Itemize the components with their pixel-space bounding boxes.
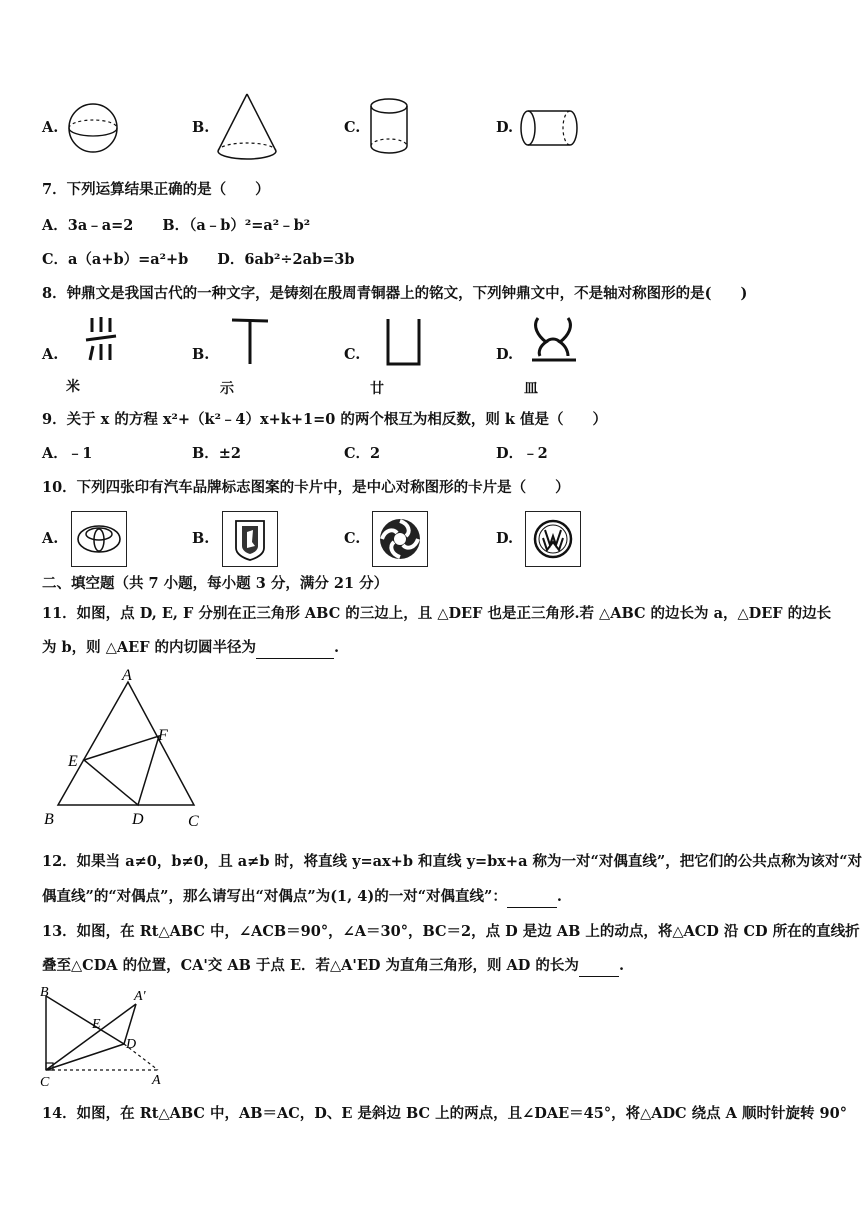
q13-label-d: D xyxy=(126,1037,137,1052)
q10-option-b-label: B. xyxy=(192,530,210,547)
q13-line2: 叠至△CDA 的位置，CA'交 AB 于点 E．若△A'ED 为直角三角形，则 AD 的长为 xyxy=(42,957,579,974)
q8-stem: 8．钟鼎文是我国古代的一种文字，是铸刻在殷周青铜器上的铭文，下列钟鼎文中，不是轴对称图形的是( ) xyxy=(42,285,748,302)
swirl-logo-icon xyxy=(373,512,427,566)
q12-tail: . xyxy=(556,888,562,905)
q9-option-d: D．﹣2 xyxy=(496,445,548,462)
q13-label-c: C xyxy=(40,1075,50,1090)
q11-answer-blank[interactable] xyxy=(256,638,334,659)
q13-tail: . xyxy=(618,957,624,974)
triangle-abc xyxy=(58,682,194,805)
q10-option-d-label: D. xyxy=(496,530,514,547)
q11-label-e: E xyxy=(68,753,78,770)
q13-label-e: E xyxy=(92,1017,101,1032)
q6-option-b-label: B. xyxy=(192,119,210,136)
q10-card-c xyxy=(372,511,428,567)
q11-label-b: B xyxy=(44,811,54,828)
q6-option-c-label: C. xyxy=(344,119,361,136)
bronze-script-d-icon xyxy=(528,314,580,368)
q9-stem: 9．关于 x 的方程 x²+（k²﹣4）x+k+1=0 的两个根互为相反数，则 k 值是（ ） xyxy=(42,411,608,428)
q13-label-a: A xyxy=(152,1073,161,1088)
section-2-heading: 二、填空题（共 7 小题，每小题 3 分，满分 21 分） xyxy=(42,575,389,592)
q13-label-b: B xyxy=(40,985,49,1000)
q13-fold-figure xyxy=(36,982,176,1090)
q12-line2: 偶直线”的“对偶点”，那么请写出“对偶点”为(1, 4)的一对“对偶直线”： xyxy=(42,888,507,905)
q7-options-line1: A．3a﹣a=2 B．（a﹣b）²=a²﹣b² xyxy=(42,217,311,234)
q14-line1: 14．如图，在 Rt△ABC 中，AB＝AC，D、E 是斜边 BC 上的两点，且∠DAE＝45°，将△ADC 绕点 A 顺时针旋转 90° xyxy=(42,1105,847,1122)
q11-label-d: D xyxy=(132,811,144,828)
triangle-def xyxy=(84,736,159,805)
q8-option-c-caption: 廿 xyxy=(370,381,384,397)
q10-card-d xyxy=(525,511,581,567)
q11-label-c: C xyxy=(188,813,199,830)
q9-option-a: A．﹣1 xyxy=(42,445,93,462)
q11-triangle-figure xyxy=(38,668,218,834)
q9-option-b: B．±2 xyxy=(192,445,241,462)
q10-option-a-label: A. xyxy=(42,530,59,547)
q8-option-a-label: A. xyxy=(42,346,59,363)
cylinder-icon xyxy=(368,96,412,158)
q11-label-a: A xyxy=(122,668,132,684)
q8-option-a-caption: 米 xyxy=(66,379,80,395)
bronze-script-a-icon xyxy=(82,314,122,364)
q11-line2-wrap xyxy=(42,638,339,659)
q11-tail: . xyxy=(334,639,340,656)
q8-option-c-label: C. xyxy=(344,346,361,363)
q8-option-b-label: B. xyxy=(192,346,210,363)
shield-logo-icon xyxy=(223,512,277,566)
q7-options-line2: C．a（a+b）=a²+b D．6ab²÷2ab=3b xyxy=(42,251,355,268)
bronze-script-c-icon xyxy=(384,316,424,370)
bronze-script-b-icon xyxy=(228,316,272,368)
q6-option-a-label: A. xyxy=(42,119,59,136)
q11-line2: 为 b，则 △AEF 的内切圆半径为 xyxy=(42,639,257,656)
q13-line1: 13．如图，在 Rt△ABC 中，∠ACB＝90°，∠A＝30°，BC＝2，点 D 是边 AB 上的动点，将△ACD 沿 CD 所在的直线折 xyxy=(42,923,860,940)
sphere-icon xyxy=(66,102,122,154)
horizontal-cylinder-icon xyxy=(518,108,582,150)
q10-option-c-label: C. xyxy=(344,530,361,547)
q12-line1: 12．如果当 a≠0，b≠0，且 a≠b 时，将直线 y=ax+b 和直线 y=bx+a 称为一对“对偶直线”，把它们的公共点称为该对“对 xyxy=(42,853,863,870)
q7-stem: 7．下列运算结果正确的是（ ） xyxy=(42,181,270,198)
cone-icon xyxy=(214,92,282,164)
q12-answer-blank[interactable] xyxy=(507,887,557,908)
q13-label-a-prime: A' xyxy=(134,989,146,1004)
q6-option-d-label: D. xyxy=(496,119,514,136)
q9-option-c: C．2 xyxy=(344,445,381,462)
toyota-logo-icon xyxy=(72,512,126,566)
q11-line1: 11．如图，点 D, E, F 分别在正三角形 ABC 的三边上，且 △DEF 也是正三角形.若 △ABC 的边长为 a，△DEF 的边长 xyxy=(42,605,832,622)
q10-card-b xyxy=(222,511,278,567)
q8-option-b-caption: 示 xyxy=(220,381,234,397)
q8-option-d-label: D. xyxy=(496,346,514,363)
q13-line2-wrap xyxy=(42,956,624,977)
q12-line2-wrap xyxy=(42,887,562,908)
q11-label-f: F xyxy=(158,727,168,744)
q13-answer-blank[interactable] xyxy=(579,956,619,977)
volkswagen-logo-icon xyxy=(526,512,580,566)
q8-option-d-caption: 皿 xyxy=(524,381,538,397)
q10-card-a xyxy=(71,511,127,567)
q10-stem: 10．下列四张印有汽车品牌标志图案的卡片中，是中心对称图形的卡片是（ ） xyxy=(42,479,570,496)
